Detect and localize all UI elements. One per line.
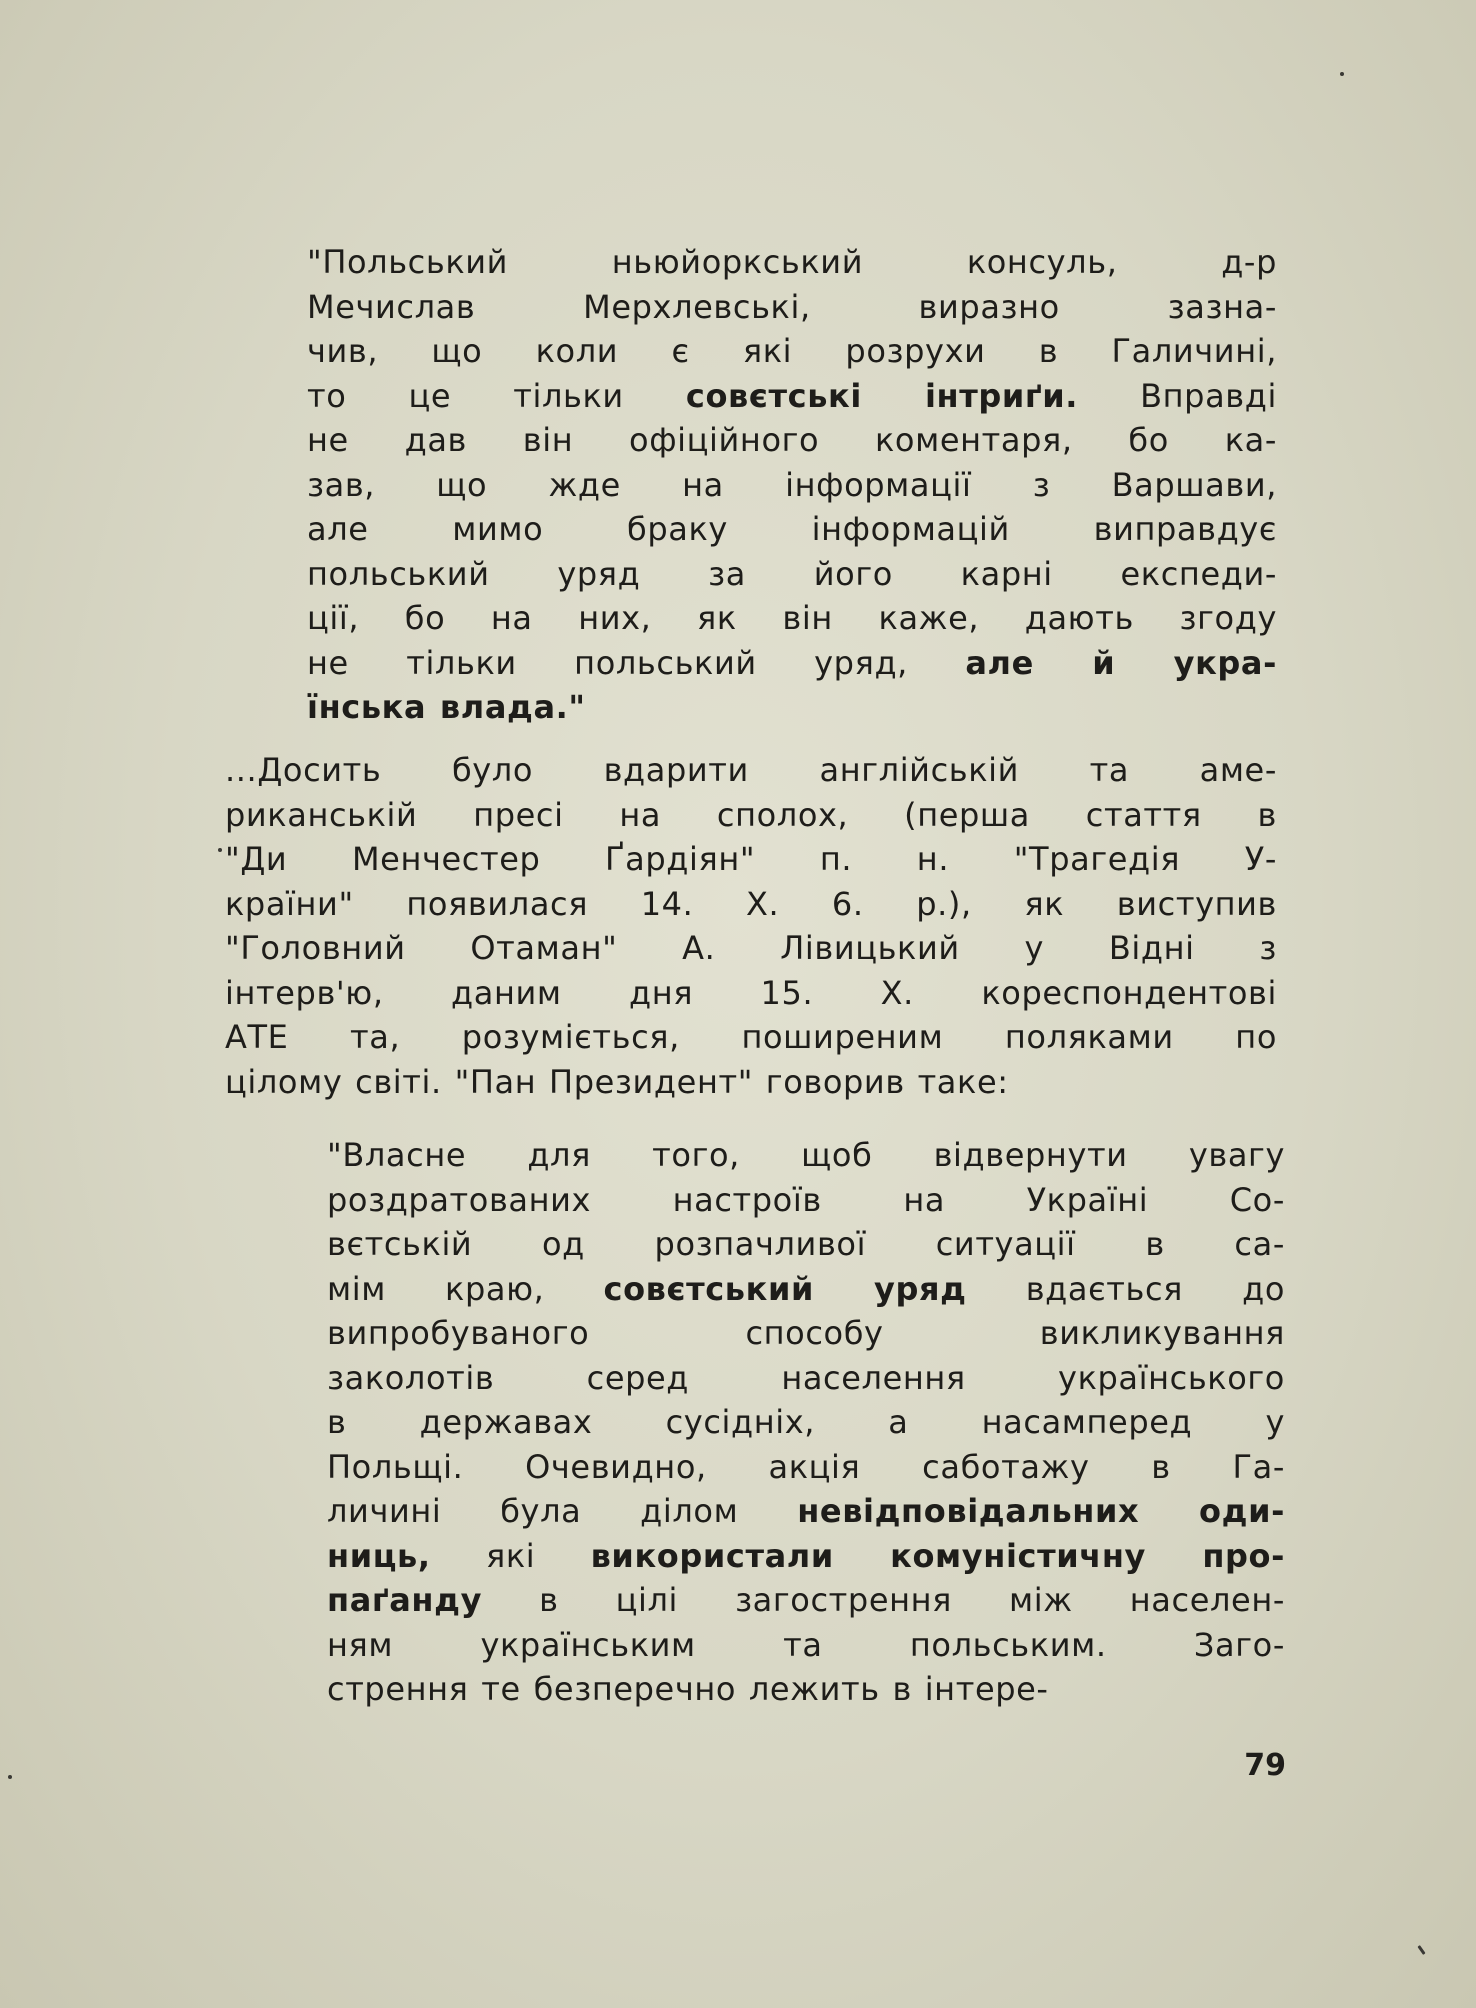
text-run: зав, що жде на інформації з Варшави, (307, 465, 1277, 504)
bold-emphasis: совєтський уряд (603, 1269, 967, 1308)
bold-emphasis: використали комуністичну про- (590, 1536, 1286, 1575)
text-run: вєтській од розпачливої ситуації в са- (327, 1225, 1285, 1263)
text-run: але мимо браку інформацій виправдує (307, 510, 1277, 548)
text-line (327, 1267, 1285, 1312)
text-run: не тільки польський уряд, (307, 643, 966, 682)
text-run: "Головний Отаман" А. Лівицький у Відні з (225, 929, 1277, 967)
text-line (307, 552, 1277, 597)
text-line (307, 240, 1277, 285)
text-line (307, 641, 1277, 686)
text-line (307, 285, 1277, 330)
text-line (225, 748, 1277, 793)
text-line (327, 1578, 1285, 1623)
text-line (327, 1667, 1285, 1712)
text-line (307, 418, 1277, 463)
bold-emphasis: але й укра- (965, 643, 1277, 682)
text-run: вдається до (966, 1269, 1286, 1308)
text-run: ням українським та польським. Заго- (327, 1625, 1285, 1664)
text-run: ції, бо на них, як він каже, дають згоду (307, 599, 1277, 637)
text-run: стрення те безперечно лежить в інтере- (327, 1670, 1049, 1708)
text-line (327, 1356, 1285, 1401)
text-run: то це тільки (307, 376, 686, 415)
text-line (307, 596, 1277, 641)
text-run: цілому світі. "Пан Президент" говорив таке: (225, 1062, 1009, 1101)
quote-paragraph-otaman (327, 1133, 1285, 1712)
narrative-paragraph (225, 748, 1277, 1104)
text-run: в державах сусідніх, а насамперед у (327, 1403, 1285, 1441)
text-run: чив, що коли є які розрухи в Галичині, (307, 332, 1277, 370)
text-run: АТЕ та, розуміється, поширеним поляками по (225, 1018, 1277, 1056)
text-line (307, 685, 1277, 730)
text-run: мім краю, (327, 1269, 604, 1308)
text-line (225, 882, 1277, 927)
text-line (327, 1489, 1285, 1534)
print-speck (1417, 1945, 1425, 1955)
bold-emphasis: совєтські інтриґи. (685, 376, 1079, 415)
text-line (307, 507, 1277, 552)
text-run: які (430, 1536, 591, 1575)
text-line (327, 1178, 1285, 1223)
text-line (225, 1015, 1277, 1060)
text-line (327, 1445, 1285, 1490)
text-line (307, 463, 1277, 508)
text-run: риканській пресі на сполох, (перша стаття в (225, 795, 1277, 834)
text-line (307, 329, 1277, 374)
text-run: "Власне для того, щоб відвернути увагу (327, 1136, 1285, 1174)
text-run: не дав він офіційного коментаря, бо ка- (307, 421, 1277, 459)
text-run: "Польський ньюйоркський консуль, д-р (307, 243, 1277, 281)
text-line (327, 1222, 1285, 1267)
text-line (225, 837, 1277, 882)
print-speck (218, 848, 222, 852)
text-line (327, 1133, 1285, 1178)
text-run: в цілі загострення між населен- (482, 1581, 1285, 1619)
text-run: Вправді (1078, 376, 1277, 415)
bold-emphasis: ниць, (327, 1536, 431, 1575)
text-run: польський уряд за його карні експеди- (307, 554, 1277, 593)
quote-paragraph-consul (307, 240, 1277, 730)
text-line (225, 793, 1277, 838)
text-run: роздратованих настроїв на Україні Со- (327, 1180, 1285, 1219)
print-speck (1340, 72, 1344, 76)
text-run: країни" появилася 14. X. 6. р.), як виступив (225, 884, 1277, 923)
text-run: Польщі. Очевидно, акція саботажу в Га- (327, 1447, 1285, 1486)
text-line (225, 1060, 1277, 1105)
print-speck (8, 1775, 12, 1779)
text-run: "Ди Менчестер Ґардіян" п. н. "Трагедія У- (225, 840, 1277, 878)
page-number: 79 (1244, 1748, 1286, 1783)
text-line (327, 1534, 1285, 1579)
text-run: інтерв'ю, даним дня 15. X. кореспондентові (225, 973, 1277, 1012)
text-run: ...Досить було вдарити англійській та аме- (225, 751, 1277, 789)
bold-emphasis: їнська влада." (307, 688, 586, 726)
text-line (327, 1400, 1285, 1445)
text-line (327, 1623, 1285, 1668)
text-line (225, 926, 1277, 971)
text-line (327, 1311, 1285, 1356)
text-run: личині була ділом (327, 1492, 798, 1530)
text-run: заколотів серед населення українського (327, 1358, 1285, 1397)
bold-emphasis: невідповідальних оди- (797, 1492, 1285, 1530)
text-line (307, 374, 1277, 419)
text-run: Мечислав Мерхлевські, виразно зазна- (307, 287, 1277, 326)
text-line (225, 971, 1277, 1016)
bold-emphasis: паґанду (327, 1581, 483, 1619)
text-run: випробуваного способу викликування (327, 1314, 1285, 1352)
